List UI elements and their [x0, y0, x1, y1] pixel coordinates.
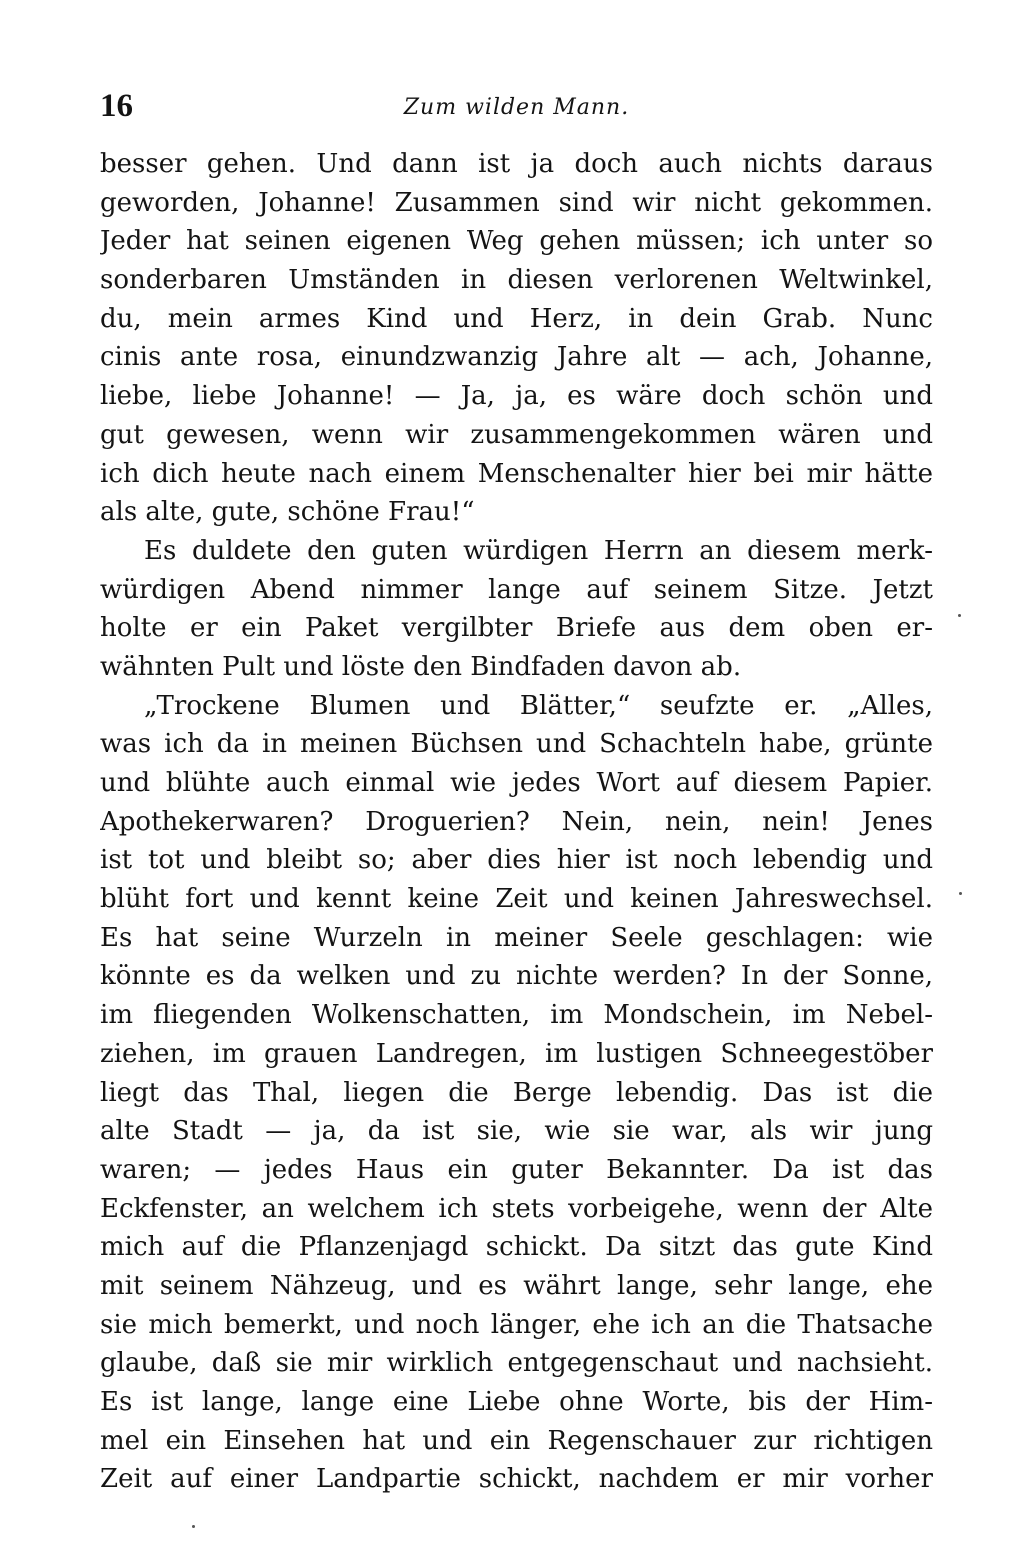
text-line: liegt das Thal, liegen die Berge lebendig. Das ist die [100, 1077, 933, 1108]
paper-speck [192, 1525, 195, 1528]
text-line: Es hat seine Wurzeln in meiner Seele geschlagen: wie [100, 922, 933, 953]
text-line: mel ein Einsehen hat und ein Regenschauer zur richtigen [100, 1425, 933, 1456]
paper-speck [959, 892, 962, 895]
text-line: gut gewesen, wenn wir zusammengekommen wären und [100, 419, 933, 450]
text-line: Jeder hat seinen eigenen Weg gehen müssen; ich unter so [100, 226, 933, 257]
text-line: was ich da in meinen Büchsen und Schachteln habe, grünte [100, 729, 933, 760]
text-line: wähnten Pult und löste den Bindfaden davon ab. [100, 651, 742, 682]
text-line: könnte es da welken und zu nichte werden? In der Sonne, [100, 961, 933, 992]
text-line: sonderbaren Umständen in diesen verlorenen Weltwinkel, [100, 265, 933, 296]
text-line: Zeit auf einer Landpartie schickt, nachdem er mir vorher [100, 1464, 933, 1495]
paper-speck [958, 614, 961, 617]
text-line: liebe, liebe Johanne! — Ja, ja, es wäre doch schön und [100, 381, 933, 412]
text-line: „Trockene Blumen und Blätter,“ seufzte er. „Alles, [144, 690, 933, 721]
body-text [100, 145, 933, 1499]
text-line: holte er ein Paket vergilbter Briefe aus dem oben er- [100, 613, 933, 644]
page-number: 16 [100, 88, 133, 124]
text-line: ich dich heute nach einem Menschenalter hier bei mir hätte [100, 458, 933, 489]
text-line: ist tot und bleibt so; aber dies hier ist noch lebendig und [100, 845, 933, 876]
text-line: glaube, daß sie mir wirklich entgegenschaut und nachsieht. [100, 1348, 933, 1379]
text-line: würdigen Abend nimmer lange auf seinem Sitze. Jetzt [100, 574, 933, 605]
text-line: blüht fort und kennt keine Zeit und keinen Jahreswechsel. [100, 884, 933, 915]
text-line: Eckfenster, an welchem ich stets vorbeigehe, wenn der Alte [100, 1193, 933, 1224]
text-line: Es ist lange, lange eine Liebe ohne Worte, bis der Him- [100, 1387, 933, 1417]
text-line: ziehen, im grauen Landregen, im lustigen Schneegestöber [100, 1038, 933, 1069]
text-line: als alte, gute, schöne Frau!“ [100, 497, 475, 528]
running-title: Zum wilden Mann. [403, 95, 630, 120]
page-header [100, 84, 933, 128]
text-line: alte Stadt — ja, da ist sie, wie sie war, als wir jung [100, 1116, 933, 1147]
text-line: cinis ante rosa, einundzwanzig Jahre alt — ach, Johanne, [100, 342, 933, 373]
text-line: Es duldete den guten würdigen Herrn an diesem merk- [144, 535, 933, 566]
text-line: du, mein armes Kind und Herz, in dein Grab. Nunc [100, 303, 933, 334]
text-line: sie mich bemerkt, und noch länger, ehe ich an die Thatsache [100, 1309, 933, 1340]
text-line: mit seinem Nähzeug, und es währt lange, sehr lange, ehe [100, 1270, 933, 1301]
text-line: geworden, Johanne! Zusammen sind wir nicht gekommen. [100, 187, 933, 218]
text-line: mich auf die Pflanzenjagd schickt. Da sitzt das gute Kind [100, 1232, 933, 1263]
text-line: und blühte auch einmal wie jedes Wort auf diesem Papier. [100, 768, 933, 798]
text-line: waren; — jedes Haus ein guter Bekannter. Da ist das [100, 1154, 933, 1185]
text-line: Apothekerwaren? Droguerien? Nein, nein, nein! Jenes [100, 806, 933, 837]
text-line: besser gehen. Und dann ist ja doch auch nichts daraus [100, 149, 933, 179]
text-line: im fliegenden Wolkenschatten, im Mondschein, im Nebel- [100, 1000, 933, 1031]
